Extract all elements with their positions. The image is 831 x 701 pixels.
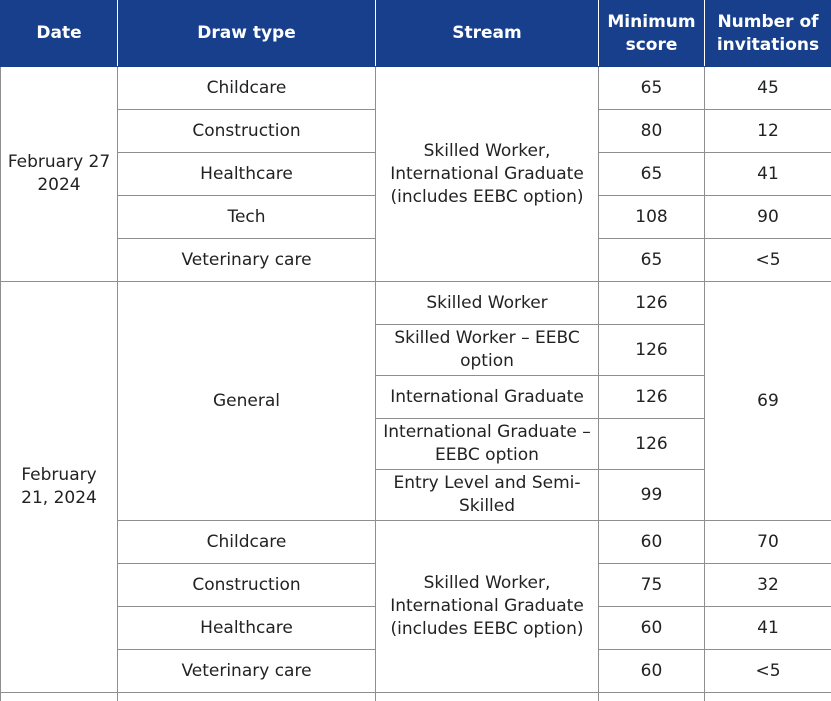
stream-cell: Entry Level and Semi-Skilled	[376, 470, 599, 521]
min-score-cell: 80	[599, 110, 705, 153]
empty-cell	[599, 693, 705, 701]
stream-cell: Skilled Worker, International Graduate (includes EEBC option)	[376, 67, 599, 282]
draw-type-cell: Veterinary care	[118, 650, 376, 693]
invitations-cell: <5	[705, 650, 831, 693]
empty-cell	[1, 693, 118, 701]
invitations-cell: 90	[705, 196, 831, 239]
header-date: Date	[1, 1, 118, 67]
min-score-cell: 75	[599, 564, 705, 607]
header-draw-type: Draw type	[118, 1, 376, 67]
invitations-cell: <5	[705, 239, 831, 282]
min-score-cell: 60	[599, 650, 705, 693]
min-score-cell: 60	[599, 521, 705, 564]
draw-type-cell: Construction	[118, 564, 376, 607]
min-score-cell: 65	[599, 239, 705, 282]
header-stream: Stream	[376, 1, 599, 67]
draw-type-cell: Construction	[118, 110, 376, 153]
draw-type-cell: Veterinary care	[118, 239, 376, 282]
table-row	[1, 67, 831, 110]
min-score-cell: 126	[599, 419, 705, 470]
invitations-cell: 32	[705, 564, 831, 607]
header-minimum-score: Minimum score	[599, 1, 705, 67]
empty-cell	[118, 693, 376, 701]
table-row	[1, 521, 831, 564]
draw-type-cell: Healthcare	[118, 153, 376, 196]
draw-type-cell: Healthcare	[118, 607, 376, 650]
min-score-cell: 65	[599, 153, 705, 196]
min-score-cell: 126	[599, 376, 705, 419]
stream-cell: International Graduate – EEBC option	[376, 419, 599, 470]
empty-cell	[376, 693, 599, 701]
min-score-cell: 126	[599, 325, 705, 376]
empty-cell	[705, 693, 831, 701]
invitations-cell: 45	[705, 67, 831, 110]
header-number-of-invitations: Number of invitations	[705, 1, 831, 67]
draw-type-cell: General	[118, 282, 376, 521]
date-cell: February 21, 2024	[1, 282, 118, 693]
invitations-cell: 41	[705, 153, 831, 196]
table-row	[1, 282, 831, 325]
stream-cell: Skilled Worker	[376, 282, 599, 325]
invitations-cell: 41	[705, 607, 831, 650]
invitations-cell: 70	[705, 521, 831, 564]
min-score-cell: 60	[599, 607, 705, 650]
min-score-cell: 65	[599, 67, 705, 110]
draw-type-cell: Childcare	[118, 521, 376, 564]
stream-cell: International Graduate	[376, 376, 599, 419]
table-row-cropped	[1, 693, 831, 701]
min-score-cell: 126	[599, 282, 705, 325]
date-cell: February 27 2024	[1, 67, 118, 282]
draw-type-cell: Tech	[118, 196, 376, 239]
min-score-cell: 99	[599, 470, 705, 521]
stream-cell: Skilled Worker – EEBC option	[376, 325, 599, 376]
draw-type-cell: Childcare	[118, 67, 376, 110]
invitations-cell: 69	[705, 282, 831, 521]
min-score-cell: 108	[599, 196, 705, 239]
header-row	[1, 1, 831, 67]
invitations-cell: 12	[705, 110, 831, 153]
stream-cell: Skilled Worker, International Graduate (includes EEBC option)	[376, 521, 599, 693]
